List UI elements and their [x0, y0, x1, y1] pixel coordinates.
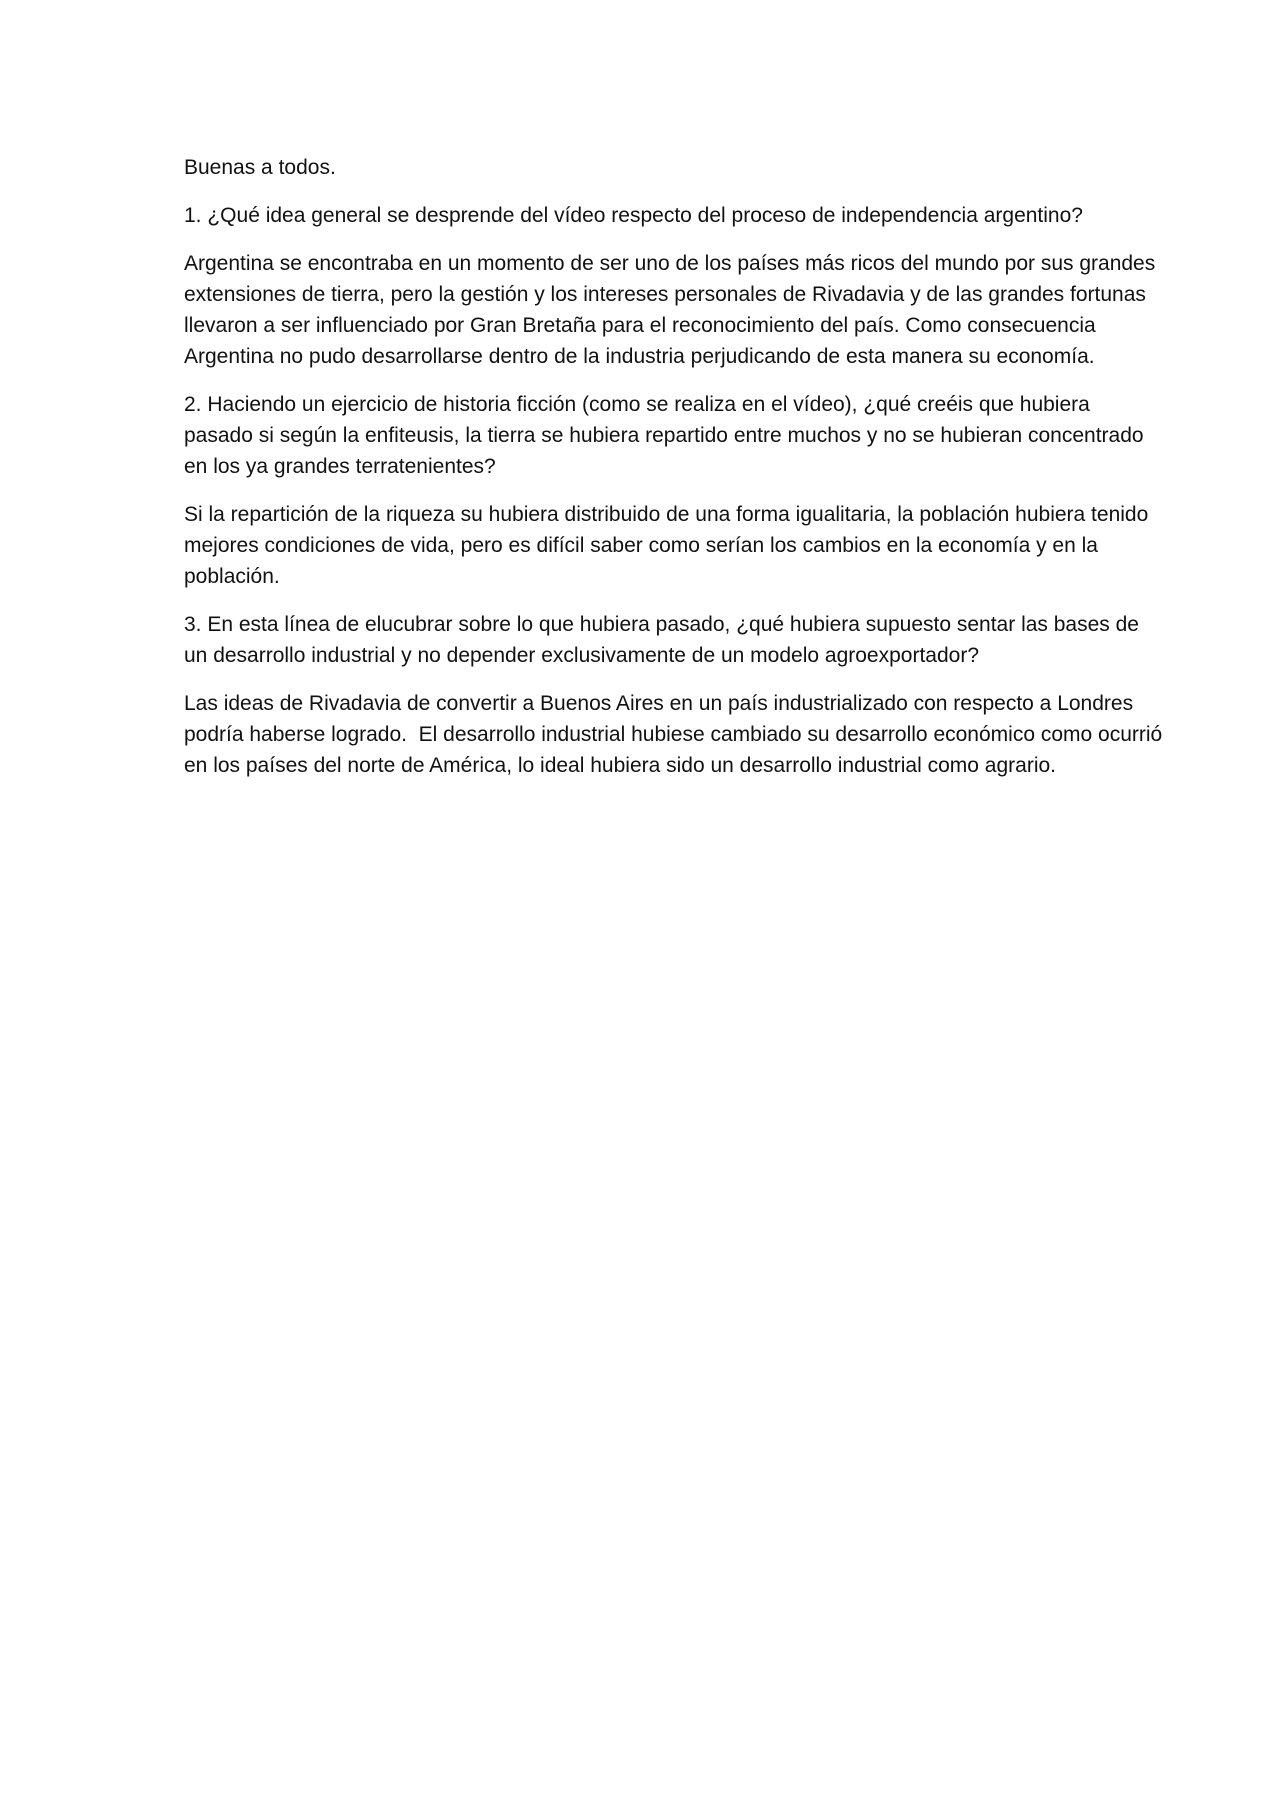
question-2: 2. Haciendo un ejercicio de historia ficción (como se realiza en el vídeo), ¿qué creéis que hubiera pasado si según la enfiteusis, la tierra se hubiera repartido entre muchos y no se hubieran concentrado en los ya grandes terratenientes? — [184, 393, 1150, 478]
document-body — [184, 152, 1169, 798]
answer-2: Si la repartición de la riqueza su hubiera distribuido de una forma igualitaria, la población hubiera tenido mejores condiciones de vida, pero es difícil saber como serían los cambios en la economía y en la población. — [184, 503, 1155, 588]
answer-1: Argentina se encontraba en un momento de ser uno de los países más ricos del mundo por sus grandes extensiones de tierra, pero la gestión y los intereses personales de Rivadavia y de las grandes fortunas llevaron a ser influenciado por Gran Bretaña para el reconocimiento del país. Como consecuencia Argentina no pudo desarrollarse dentro de la industria perjudicando de esta manera su economía. — [184, 252, 1162, 368]
question-3: 3. En esta línea de elucubrar sobre lo que hubiera pasado, ¿qué hubiera supuesto sentar las bases de un desarrollo industrial y no depender exclusivamente de un modelo agroexportador? — [184, 613, 1145, 667]
answer-3: Las ideas de Rivadavia de convertir a Buenos Aires en un país industrializado con respecto a Londres podría haberse logrado. El desarrollo industrial hubiese cambiado su desarrollo económico como ocurrió en los países del norte de América, lo ideal hubiera sido un desarrollo industrial como agrario. — [184, 692, 1169, 777]
greeting: Buenas a todos. — [184, 156, 336, 179]
question-1: 1. ¿Qué idea general se desprende del vídeo respecto del proceso de independencia argentino? — [184, 204, 1083, 227]
